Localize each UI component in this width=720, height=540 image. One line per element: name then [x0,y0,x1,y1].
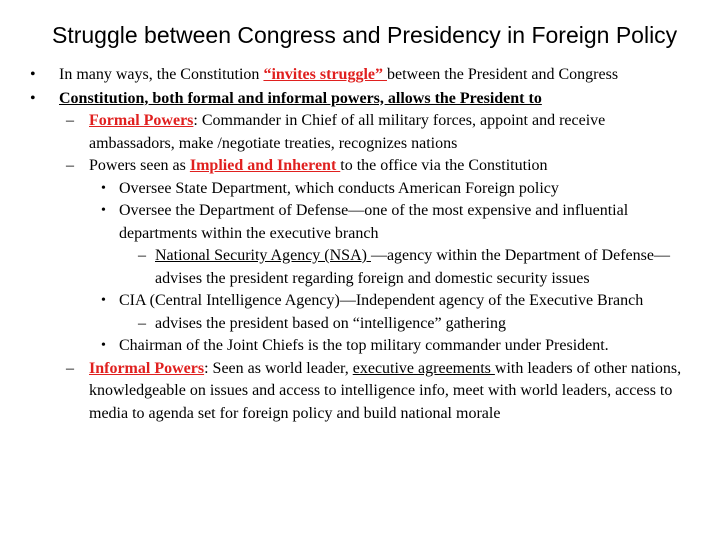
bullet-invites-struggle [0,64,720,87]
bullet-joint-chiefs [0,335,720,358]
implied-after: to the office via the Constitution [340,157,548,174]
bullet-marker: • [101,338,106,353]
bullet-cia [0,290,720,313]
implied-inherent-label: Implied and Inherent [189,157,341,174]
dash-informal-powers [0,358,720,426]
nsa-label: National Security Agency (NSA) [155,247,371,264]
bullet-state-department [0,178,720,201]
bullet-marker: • [101,203,106,218]
dash-cia-intelligence [0,313,720,336]
executive-agreements-text: executive agreements [352,359,495,377]
slide-body [0,64,720,425]
bullet-defense-department [0,200,720,245]
joint-chiefs-text: Chairman of the Joint Chiefs is the top military commander under President. [119,337,609,354]
dash-marker: – [66,157,74,174]
dash-marker: – [66,359,74,377]
bullet-constitution-powers [0,88,720,111]
state-department-text: Oversee State Department, which conducts American Foreign policy [119,179,559,197]
formal-powers-label: Formal Powers [89,112,194,129]
bullet-marker: • [101,293,106,308]
dash-marker: – [138,247,146,264]
bullet-marker: • [101,180,106,196]
invites-struggle-highlight: “invites struggle” [263,66,387,83]
cia-text: CIA (Central Intelligence Agency)—Independent agency of the Executive Branch [119,292,644,309]
dash-formal-powers [0,110,720,155]
dash-marker: – [66,112,74,129]
dash-marker: – [138,314,146,332]
informal-text-1: : Seen as world leader, [204,359,353,377]
cia-intelligence-text: advises the president based on “intelligence” gathering [155,314,506,332]
constitution-powers-text: Constitution, both formal and informal powers, allows the President to [59,89,542,107]
implied-before: Powers seen as [89,157,190,174]
dash-implied-powers [0,155,720,178]
slide-title: Struggle between Congress and Presidency in Foreign Policy [52,22,678,48]
p1-after: between the President and Congress [386,66,619,83]
dash-nsa [0,245,720,290]
nsa-text: —agency within the Department of Defense—advises the president regarding foreign and domestic security issues [155,247,670,287]
defense-department-text: Oversee the Department of Defense—one of the most expensive and influential departments within the executive branch [119,202,629,242]
informal-powers-label: Informal Powers [89,359,205,377]
p1-before: In many ways, the Constitution [59,66,264,83]
bullet-marker: • [30,89,36,107]
bullet-marker: • [30,66,36,83]
formal-powers-text: : Commander in Chief of all military forces, appoint and receive ambassadors, make /negotiate treaties, recognizes nations [89,112,606,152]
informal-text-2: with leaders of other nations, knowledgeable on issues and access to intelligence info, meet with world leaders, access to media to agenda set for foreign policy and build national morale [89,359,682,422]
